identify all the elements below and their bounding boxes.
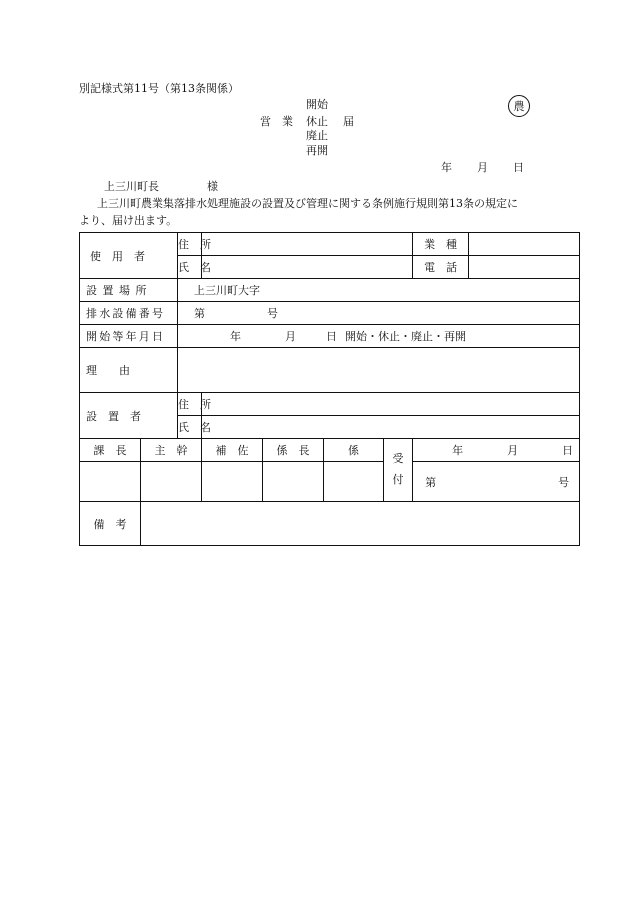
receipt-date-cell[interactable]: [413, 439, 580, 462]
start-date-row: [80, 325, 580, 348]
date-day: 日: [513, 161, 524, 174]
installer-label: 設 置 者: [86, 409, 141, 423]
user-address-row: [80, 233, 580, 256]
user-name-label: 氏 名: [178, 261, 211, 274]
approval-stamp-row: [80, 462, 580, 502]
body-text-line-2: より、届け出ます。: [79, 214, 178, 227]
drain-number-label-cell: [80, 302, 178, 325]
start-date-options: 開始・休止・廃止・再開: [345, 330, 466, 343]
reason-row: [80, 348, 580, 393]
start-date-day: 日: [326, 330, 337, 343]
phone-label-cell: [413, 256, 469, 279]
approval-staff-label-cell: [324, 439, 384, 462]
approval-section-chief-label: 係 長: [276, 444, 310, 457]
phone-label: 電 話: [424, 261, 458, 274]
business-type-label-cell: [413, 233, 469, 256]
approval-director-label-cell: [141, 439, 202, 462]
approval-assistant-label: 補 佐: [215, 444, 249, 457]
start-date-value-cell[interactable]: [178, 325, 580, 348]
heading-option-resume: 再開: [306, 144, 328, 157]
reason-value-cell[interactable]: [178, 348, 580, 393]
location-label: 設置場所: [86, 284, 152, 297]
approval-director-label: 主 幹: [154, 444, 188, 457]
approval-chief-stamp-cell[interactable]: [80, 462, 141, 502]
installer-name-label: 氏 名: [178, 421, 211, 434]
heading-business: 営 業: [260, 115, 293, 128]
approval-chief-label: 課 長: [93, 444, 127, 457]
user-name-value-cell[interactable]: [202, 256, 413, 279]
date-year: 年: [441, 161, 452, 174]
reason-label: 理 由: [86, 364, 130, 377]
seal-text: 農: [513, 100, 525, 113]
phone-value-cell[interactable]: [469, 256, 580, 279]
approval-header-row: [80, 439, 580, 462]
form-number: 別記様式第11号（第13条関係）: [79, 82, 239, 95]
start-date-year: 年: [230, 330, 241, 343]
start-date-month: 月: [285, 330, 296, 343]
location-value-cell[interactable]: [178, 279, 580, 302]
installer-name-label-cell: [178, 416, 211, 439]
heading-option-suspend: 休止: [306, 115, 328, 128]
addressee: 上三川町長: [104, 180, 159, 193]
drain-number-value-cell[interactable]: [178, 302, 580, 325]
business-type-label: 業 種: [424, 238, 458, 251]
user-label: 使 用 者: [90, 249, 145, 263]
approval-assistant-stamp-cell[interactable]: [202, 462, 263, 502]
start-date-label: 開始等年月日: [86, 330, 166, 343]
receipt-year: 年: [452, 444, 464, 457]
date-month: 月: [477, 161, 488, 174]
receipt-label: 受付: [392, 452, 404, 486]
user-address-label-cell: [178, 233, 211, 256]
user-address-value-cell[interactable]: [202, 233, 413, 256]
location-value: 上三川町大字: [194, 284, 260, 297]
addressee-suffix: 様: [207, 180, 218, 193]
remarks-label: 備 考: [93, 517, 127, 531]
approval-staff-stamp-cell[interactable]: [324, 462, 384, 502]
installer-name-value-cell[interactable]: [202, 416, 580, 439]
notification-form-table: [79, 232, 580, 546]
receipt-number-cell[interactable]: [413, 462, 580, 502]
business-type-value-cell[interactable]: [469, 233, 580, 256]
drain-number-suffix: 号: [267, 307, 278, 320]
remarks-value-cell[interactable]: [141, 502, 580, 546]
installer-address-value-cell[interactable]: [202, 393, 580, 416]
start-date-label-cell: [80, 325, 178, 348]
body-text-line-1: 上三川町農業集落排水処理施設の設置及び管理に関する条例施行規則第13条の規定に: [97, 197, 518, 210]
drain-number-row: [80, 302, 580, 325]
receipt-label-cell: [384, 439, 413, 502]
heading-notice: 届: [343, 115, 354, 128]
receipt-number-prefix: 第: [425, 475, 437, 489]
installer-label-cell: [80, 393, 178, 439]
user-name-label-cell: [178, 256, 211, 279]
heading-option-start: 開始: [306, 98, 328, 111]
location-label-cell: [80, 279, 178, 302]
location-row: [80, 279, 580, 302]
drain-number-prefix: 第: [194, 307, 205, 320]
installer-address-label-cell: [178, 393, 211, 416]
approval-staff-label: 係: [348, 444, 359, 457]
heading-option-abolish: 廃止: [306, 129, 328, 142]
approval-director-stamp-cell[interactable]: [141, 462, 202, 502]
remarks-row: [80, 502, 580, 546]
receipt-number-suffix: 号: [558, 475, 570, 489]
approval-assistant-label-cell: [202, 439, 263, 462]
agriculture-seal-icon: [508, 95, 530, 117]
user-address-label: 住 所: [178, 238, 211, 251]
remarks-label-cell: [80, 502, 141, 546]
installer-address-label: 住 所: [178, 398, 211, 411]
drain-number-label: 排水設備番号: [86, 307, 166, 320]
reason-label-cell: [80, 348, 178, 393]
installer-address-row: [80, 393, 580, 416]
receipt-month: 月: [507, 444, 519, 457]
receipt-day: 日: [562, 444, 574, 457]
user-label-cell: [80, 233, 178, 279]
approval-chief-label-cell: [80, 439, 141, 462]
approval-section-chief-label-cell: [263, 439, 324, 462]
approval-section-chief-stamp-cell[interactable]: [263, 462, 324, 502]
